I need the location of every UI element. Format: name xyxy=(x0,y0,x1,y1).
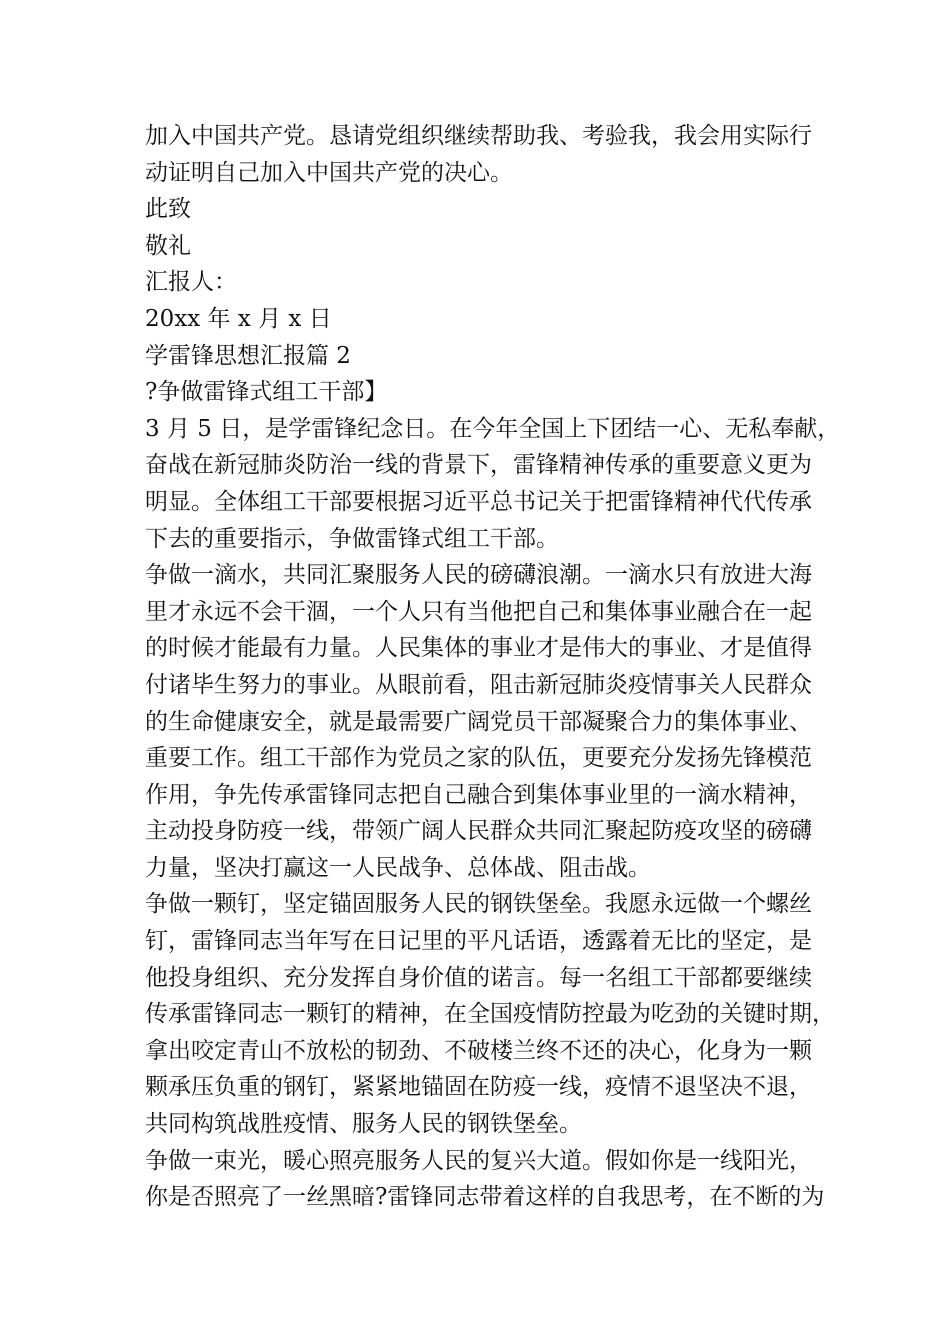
text-line: 争做一束光，暖心照亮服务人民的复兴大道。假如你是一线阳光， xyxy=(145,1147,812,1174)
document-body xyxy=(145,118,841,1216)
text-line: 他投身组织、充分发挥自身价值的诺言。每一名组工干部都要继续 xyxy=(145,964,812,991)
text-line: 作用，争先传承雷锋同志把自己融合到集体事业里的一滴水精神， xyxy=(145,781,812,808)
text-line: 共同构筑战胜疫情、服务人民的钢铁堡垒。 xyxy=(145,1111,582,1138)
date-line: 20xx 年 x 月 x 日 xyxy=(145,305,332,332)
text-line: 重要工作。组工干部作为党员之家的队伍，更要充分发扬先锋模范 xyxy=(145,745,812,772)
salutation-line: 此致 xyxy=(145,196,191,223)
text-line: 拿出咬定青山不放松的韧劲、不破楼兰终不还的决心，化身为一颗 xyxy=(145,1037,812,1064)
text-line: 奋战在新冠肺炎防治一线的背景下，雷锋精神传承的重要意义更为 xyxy=(145,452,812,479)
text-line: 你是否照亮了一丝黑暗?雷锋同志带着这样的自我思考，在不断的为 xyxy=(145,1184,825,1211)
section-title: 学雷锋思想汇报篇 2 xyxy=(145,342,351,369)
text-line: 3 月 5 日，是学雷锋纪念日。在今年全国上下团结一心、无私奉献， xyxy=(145,415,841,442)
text-line: 力量，坚决打赢这一人民战争、总体战、阻击战。 xyxy=(145,854,651,881)
text-line: 传承雷锋同志一颗钉的精神，在全国疫情防控最为吃劲的关键时期， xyxy=(145,1001,835,1028)
text-line: 钉，雷锋同志当年写在日记里的平凡话语，透露着无比的坚定，是 xyxy=(145,928,812,955)
text-line: 付诸毕生努力的事业。从眼前看，阻击新冠肺炎疫情事关人民群众 xyxy=(145,671,812,698)
text-line: 里才永远不会干涸，一个人只有当他把自己和集体事业融合在一起 xyxy=(145,598,812,625)
text-line: 下去的重要指示，争做雷锋式组工干部。 xyxy=(145,525,559,552)
text-line: 的生命健康安全，就是最需要广阔党员干部凝聚合力的集体事业、 xyxy=(145,708,812,735)
text-line: 的时候才能最有力量。人民集体的事业才是伟大的事业、才是值得 xyxy=(145,635,812,662)
text-line: 动证明自己加入中国共产党的决心。 xyxy=(145,159,513,186)
text-line: 加入中国共产党。恳请党组织继续帮助我、考验我，我会用实际行 xyxy=(145,123,812,149)
salutation-line: 敬礼 xyxy=(145,232,191,259)
text-line: 主动投身防疫一线，带领广阔人民群众共同汇聚起防疫攻坚的磅礴 xyxy=(145,818,812,845)
text-line: 争做一滴水，共同汇聚服务人民的磅礴浪潮。一滴水只有放进大海 xyxy=(145,562,812,589)
text-line: 争做一颗钉，坚定锚固服务人民的钢铁堡垒。我愿永远做一个螺丝 xyxy=(145,891,812,918)
section-subtitle: ?争做雷锋式组工干部】 xyxy=(145,379,388,406)
text-line: 明显。全体组工干部要根据习近平总书记关于把雷锋精神代代传承 xyxy=(145,488,812,515)
text-line: 颗承压负重的钢钉，紧紧地锚固在防疫一线，疫情不退坚决不退， xyxy=(145,1074,812,1101)
reporter-label: 汇报人： xyxy=(145,269,237,296)
